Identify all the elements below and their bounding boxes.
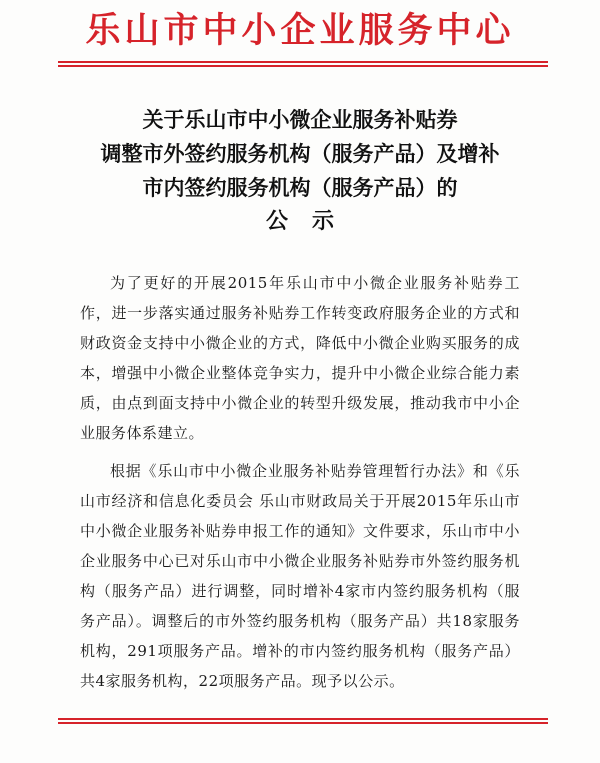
letterhead-red-rule-top [58, 61, 548, 63]
footer-red-rule-top [58, 718, 548, 720]
notice-title [0, 103, 600, 239]
body-paragraph-2: 根据《乐山市中小微企业服务补贴券管理暂行办法》和《乐山市经济和信息化委员会 乐山市财政局关于开展2015年乐山市中小微企业服务补贴券申报工作的通知》文件要求，乐山市中小企业服务中心已对乐山市中小微企业服务补贴券市外签约服务机构（服务产品）进行调整，同时增补4家市内签约服务机构（服务产品）。调整后的市外签约服务机构（服务产品）共18家服务机构，291项服务产品。增补的市内签约服务机构（服务产品）共4家服务机构，22项服务产品。现予以公示。 [80, 462, 520, 690]
body-paragraph-1: 为了更好的开展2015年乐山市中小微企业服务补贴券工作，进一步落实通过服务补贴券工作转变政府服务企业的方式和财政资金支持中小微企业的方式，降低中小微企业购买服务的成本，增强中小微企业整体竞争实力，提升中小微企业综合能力素质，由点到面支持中小微企业的转型升级发展，推动我市中小企业服务体系建立。 [80, 274, 520, 442]
title-line-2: 调整市外签约服务机构（服务产品）及增补 [100, 142, 500, 166]
title-line-3: 市内签约服务机构（服务产品）的 [142, 176, 458, 200]
letterhead-red-rule-bottom [58, 65, 548, 67]
notice-body [80, 268, 520, 704]
letterhead-org-name: 乐山市中小企业服务中心 [85, 10, 515, 51]
title-line-4: 公示 [265, 209, 358, 234]
footer-red-rule-bottom [58, 722, 548, 724]
title-line-1: 关于乐山市中小微企业服务补贴券 [142, 108, 458, 132]
